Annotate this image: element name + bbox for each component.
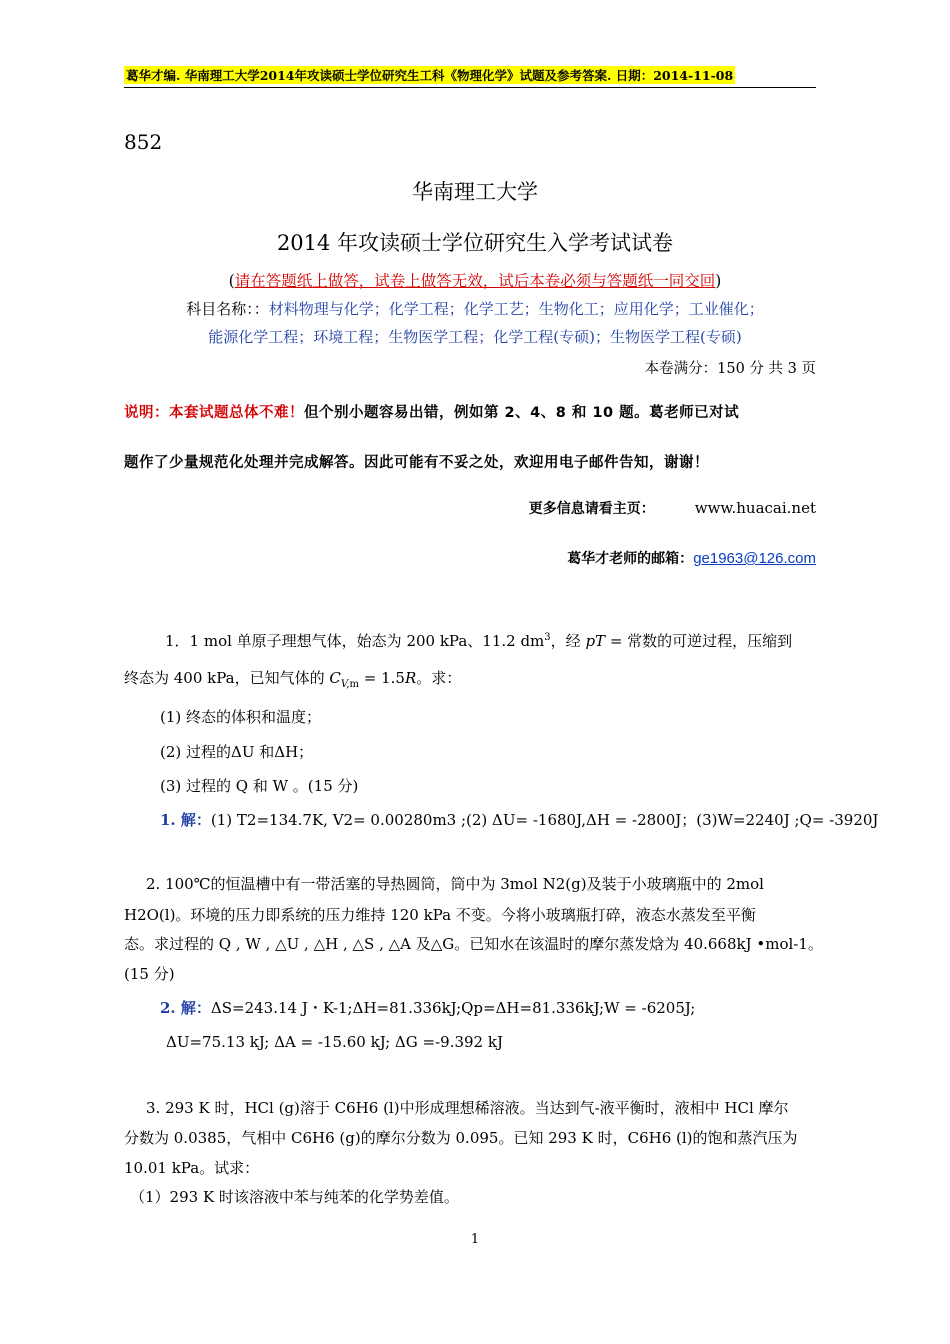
instructions-open-paren: ( [228, 272, 235, 290]
subjects-label: 科目名称：： [186, 300, 269, 318]
q1-part-2: (2) 过程的ΔU 和ΔH； [160, 743, 314, 761]
q1-var-r: R [404, 669, 417, 687]
q2-answer-1 [160, 997, 695, 1018]
running-header: 葛华才编. 华南理工大学2014年攻读硕士学位研究生工科《物理化学》试题及参考答案. 日期：2014-11-08 [126, 68, 734, 83]
more-info-label: 更多信息请看主页： [528, 501, 655, 517]
q3-line-4: （1）293 K 时该溶液中苯与纯苯的化学势差值。 [130, 1188, 459, 1206]
q1-line-1 [165, 630, 792, 651]
homepage-url[interactable]: www.huacai.net [694, 499, 816, 517]
q1-answer-text: (1) T2=134.7K, V2= 0.00280m3 ;(2) ΔU= -1680J,ΔH = -2800J；(3)W=2240J ;Q= -3920J [210, 811, 879, 829]
q1-var-pt: pT [585, 632, 606, 650]
exam-code: 852 [124, 130, 163, 154]
q1-answer [160, 809, 878, 830]
note-line-1-text: 但个别小题容易出错，例如第 2、4、8 和 10 题。葛老师已对试 [304, 405, 740, 421]
q2-line-3: 态。求过程的 Q , W , △U , △H , △S , △A 及△G。已知水在该温时的摩尔蒸发焓为 40.668kJ •mol-1。 [124, 935, 823, 953]
subjects-line-2 [0, 326, 950, 347]
q1-sub-m: m [349, 679, 360, 690]
q3-line-1: 3. 293 K 时，HCl (g)溶于 C6H6 (l)中形成理想稀溶液。当达到气-液平衡时，液相中 HCl 摩尔 [146, 1099, 789, 1117]
exam-instructions [0, 269, 950, 291]
q1-part-1: (1) 终态的体积和温度； [160, 708, 322, 726]
q3-line-2: 分数为 0.0385，气相中 C6H6 (g)的摩尔分数为 0.095。已知 293 K 时，C6H6 (l)的饱和蒸汽压为 [124, 1129, 798, 1147]
q1-part-3: (3) 过程的 Q 和 W 。(15 分) [160, 777, 359, 795]
subjects-line-1 [0, 298, 950, 319]
more-info [529, 498, 816, 518]
instructions-text: 请在答题纸上做答，试卷上做答无效，试后本卷必须与答题纸一同交回 [234, 272, 716, 290]
q2-line-4: (15 分) [124, 965, 175, 983]
note-line-1 [124, 401, 816, 422]
q1-line-2c: 。求： [416, 669, 462, 687]
q1-line-1a: 1．1 mol 单原子理想气体，始态为 200 kPa、11.2 dm [165, 632, 545, 650]
subjects-list-1: 材料物理与化学；化学工程；化学工艺；生物化工；应用化学；工业催化； [268, 300, 764, 318]
q1-line-1b: ，经 [550, 632, 586, 650]
email-line [567, 548, 816, 568]
q2-answer-text-1: ΔS=243.14 J・K-1;ΔH=81.336kJ;Qp=ΔH=81.336kJ;W = -6205J; [210, 999, 696, 1017]
q1-answer-label: 1. 解： [160, 811, 211, 829]
q1-line-1c: = 常数的可逆过程，压缩到 [605, 632, 793, 650]
q2-line-1: 2. 100℃的恒温槽中有一带活塞的导热圆筒，筒中为 3mol N2(g)及装于小玻璃瓶中的 2mol [146, 875, 764, 893]
note-label: 说明：本套试题总体不难！ [124, 405, 304, 421]
exam-title: 2014 年攻读硕士学位研究生入学考试试卷 [276, 231, 674, 255]
q1-line-2 [124, 667, 461, 690]
note-line-2: 题作了少量规范化处理并完成解答。因此可能有不妥之处，欢迎用电子邮件告知，谢谢！ [124, 455, 709, 471]
subjects-list-2: 能源化学工程；环境工程；生物医学工程；化学工程(专硕)；生物医学工程(专硕) [208, 328, 742, 346]
q1-line-2b: = 1.5 [359, 669, 405, 687]
university-name: 华南理工大学 [412, 180, 538, 204]
q2-answer-label: 2. 解： [160, 999, 211, 1017]
q1-sup: 3 [544, 632, 551, 643]
q2-answer-2: ΔU=75.13 kJ; ΔA = -15.60 kJ; ΔG =-9.392 kJ [166, 1033, 503, 1051]
q3-line-3: 10.01 kPa。试求： [124, 1159, 260, 1177]
instructions-close-paren: ) [715, 272, 722, 290]
q1-line-2a: 终态为 400 kPa，已知气体的 [124, 669, 330, 687]
q1-var-c: C [329, 669, 341, 687]
q2-line-2: H2O(l)。环境的压力即系统的压力维持 120 kPa 不变。今将小玻璃瓶打碎，液态水蒸发至平衡 [124, 906, 756, 924]
header-rule [124, 87, 816, 88]
page-number: 1 [470, 1232, 480, 1247]
email-label: 葛华才老师的邮箱： [567, 551, 694, 567]
q1-sub-v: V, [340, 679, 350, 690]
full-score: 本卷满分：150 分 共 3 页 [644, 361, 816, 377]
email-link[interactable]: ge1963@126.com [693, 550, 816, 567]
